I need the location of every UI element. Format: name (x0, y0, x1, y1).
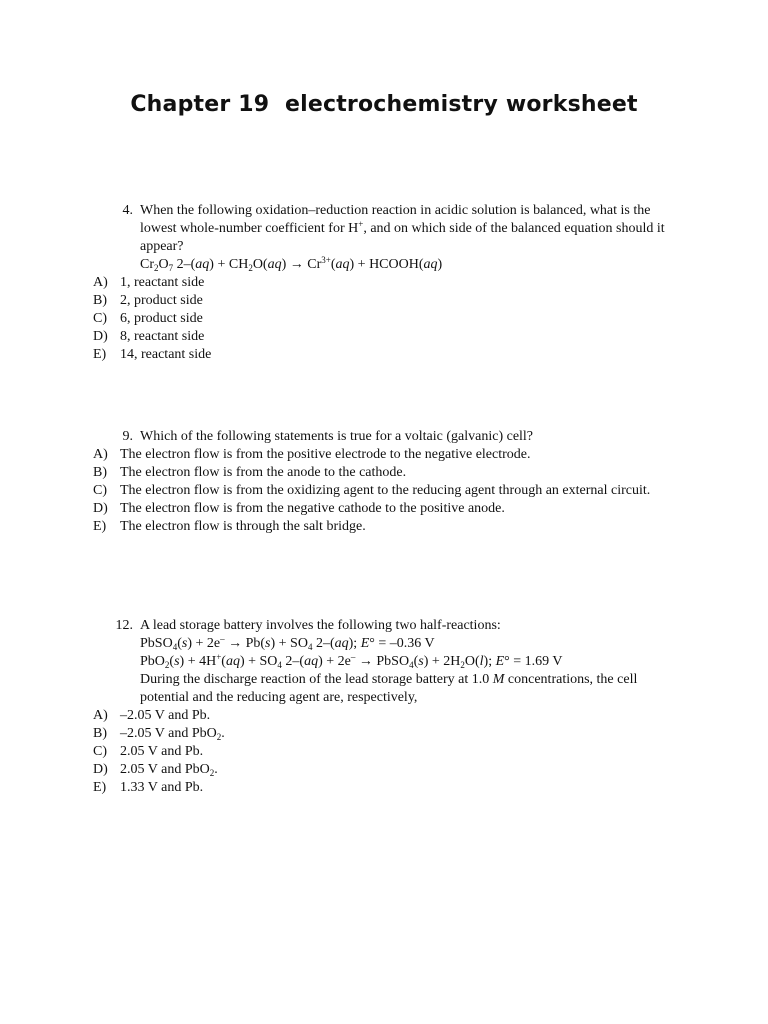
option-text: –2.05 V and Pb. (120, 708, 211, 723)
option-text: 2.05 V and Pb. (120, 744, 204, 759)
option-label: B) (93, 293, 107, 308)
half-reaction-2: $PbO_2(s) + 4H^+(aq) + SO_4$ 2–(aq) + 2e– → PbSO$_4$(s) + $2H_2O(l)$; E° = 1.69 V (140, 652, 563, 670)
option-label: E) (93, 519, 107, 534)
option-text: 2, product side (120, 293, 203, 308)
options-list (93, 446, 683, 536)
option-a[interactable] (93, 707, 683, 725)
option-a[interactable] (93, 274, 683, 292)
option-label: B) (93, 465, 107, 480)
option-label: C) (93, 744, 107, 759)
option-text: 6, product side (120, 311, 203, 326)
option-label: E) (93, 347, 107, 362)
option-label: A) (93, 447, 108, 462)
equation: $Cr_2O_7$ $2-(aq) + CH_2O(aq) \to Cr^{3+}(aq)$ + HCOOH(aq) (140, 255, 443, 273)
option-text: The electron flow is from the negative cathode to the positive anode. (120, 501, 505, 516)
question-number: 12. (115, 618, 133, 633)
option-a[interactable] (93, 446, 683, 464)
half-reaction-1: PbSO$_4$(s) + $2e^- \to Pb(s) + SO_4$ 2–(aq); E° = –0.36 V (140, 634, 435, 652)
question-stem (93, 428, 683, 446)
option-label: C) (93, 483, 107, 498)
question-12 (93, 617, 683, 797)
option-label: D) (93, 329, 108, 344)
option-label: A) (93, 275, 108, 290)
option-c[interactable] (93, 310, 683, 328)
option-text: The electron flow is through the salt bridge. (120, 519, 366, 534)
option-e[interactable] (93, 346, 683, 364)
option-label: A) (93, 708, 108, 723)
stem-text: When the following oxidation–reduction reaction in acidic solution is balanced, what is the lowest whole-number coefficient for H+, and on which side of the balanced equation should it appear? (140, 203, 665, 254)
option-text: The electron flow is from the anode to the cathode. (120, 465, 407, 480)
option-e[interactable] (93, 779, 683, 797)
option-b[interactable] (93, 725, 683, 743)
option-text: 1.33 V and Pb. (120, 780, 204, 795)
option-d[interactable] (93, 761, 683, 779)
option-e[interactable] (93, 518, 683, 536)
option-text: 2.05 V and PbO$_2$. (120, 762, 218, 778)
stem-text: A lead storage battery involves the following two half-reactions: (140, 618, 501, 633)
option-label: C) (93, 311, 107, 326)
option-text: The electron flow is from the oxidizing agent to the reducing agent through an external circuit. (120, 483, 651, 498)
option-label: E) (93, 780, 107, 795)
question-number: 4. (122, 203, 133, 218)
question-4 (93, 202, 683, 364)
option-label: D) (93, 501, 108, 516)
page-title: Chapter 19 electrochemistry worksheet (130, 92, 638, 117)
option-text: 8, reactant side (120, 329, 205, 344)
option-b[interactable] (93, 292, 683, 310)
question-9 (93, 428, 683, 536)
question-number: 9. (122, 429, 133, 444)
option-text: 14, reactant side (120, 347, 212, 362)
option-b[interactable] (93, 464, 683, 482)
stem-text: Which of the following statements is true for a voltaic (galvanic) cell? (140, 429, 534, 444)
option-text: The electron flow is from the positive electrode to the negative electrode. (120, 447, 531, 462)
option-label: D) (93, 762, 108, 777)
option-c[interactable] (93, 482, 683, 500)
question-stem (93, 202, 683, 256)
option-text: –2.05 V and PbO$_2$. (120, 726, 225, 742)
option-label: B) (93, 726, 107, 741)
question-stem (93, 617, 683, 635)
options-list (93, 274, 683, 364)
options-list (93, 707, 683, 797)
option-c[interactable] (93, 743, 683, 761)
option-d[interactable] (93, 328, 683, 346)
question-followup: During the discharge reaction of the lead storage battery at 1.0 M concentrations, the cell potential and the reducing agent are, respectively, (140, 672, 638, 705)
option-d[interactable] (93, 500, 683, 518)
option-text: 1, reactant side (120, 275, 205, 290)
